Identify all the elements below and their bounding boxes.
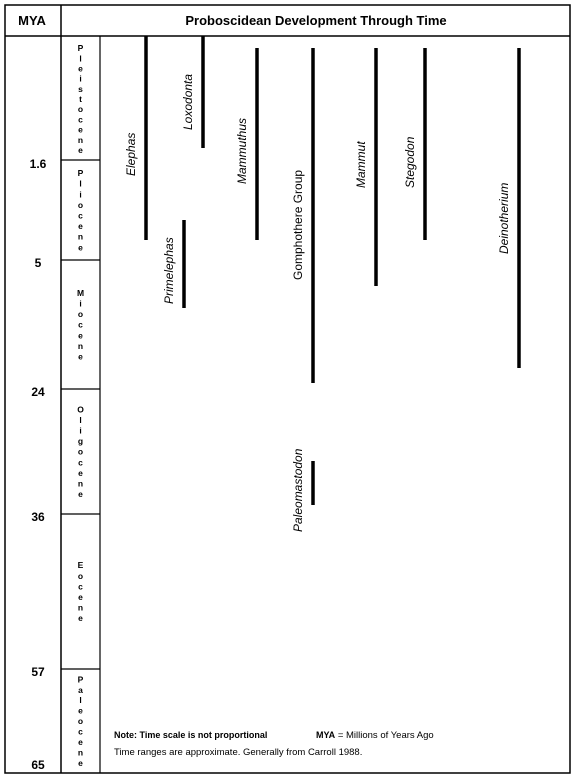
taxon-label-paleomastodon: Paleomastodon — [291, 448, 305, 532]
note-scale: Note: Time scale is not proportional — [114, 730, 268, 740]
mya-tick-label: 24 — [31, 385, 45, 399]
mya-tick-label: 1.6 — [29, 157, 47, 171]
epoch-label-paleocene: P a l e o c e n e — [77, 674, 84, 768]
taxon-label-deinotherium: Deinotherium — [497, 182, 511, 254]
diagram-title: Proboscidean Development Through Time — [185, 13, 447, 28]
taxon-label-stegodon: Stegodon — [403, 136, 417, 188]
taxon-label-elephas: Elephas — [124, 132, 138, 176]
mya-ticks — [30, 157, 47, 772]
epoch-label-miocene: M i o c e n e — [76, 287, 85, 362]
epoch-label-oligocene: O l i g o c e n e — [77, 404, 84, 500]
taxon-label-loxodonta: Loxodonta — [181, 73, 195, 130]
note-sources: Time ranges are approximate. Generally from Carroll 1988. — [114, 747, 363, 758]
note-mya-definition: = Millions of Years Ago — [335, 730, 434, 741]
note-mya-key: MYA — [316, 730, 336, 740]
range-bars — [146, 36, 519, 505]
epoch-labels — [77, 43, 84, 768]
taxon-label-mammuthus: Mammuthus — [235, 117, 249, 184]
mya-tick-label: 5 — [34, 256, 42, 270]
taxon-label-gomphothere-group: Gomphothere Group — [291, 169, 305, 280]
footnotes — [114, 730, 434, 758]
epoch-label-pliocene: P l i o c e n e — [77, 168, 84, 253]
taxon-labels — [124, 74, 511, 532]
note-mya-legend — [316, 730, 434, 741]
mya-tick-label: 65 — [31, 758, 45, 772]
mya-tick-label: 36 — [31, 510, 45, 524]
epoch-label-pleistocene: P l e i s t o c e n e — [77, 43, 84, 155]
mya-header: MYA — [18, 13, 46, 28]
taxon-label-primelephas: Primelephas — [162, 237, 176, 304]
taxon-label-mammut: Mammut — [354, 141, 368, 188]
mya-tick-label: 57 — [31, 665, 45, 679]
epoch-label-eocene: E o c e n e — [77, 560, 84, 624]
